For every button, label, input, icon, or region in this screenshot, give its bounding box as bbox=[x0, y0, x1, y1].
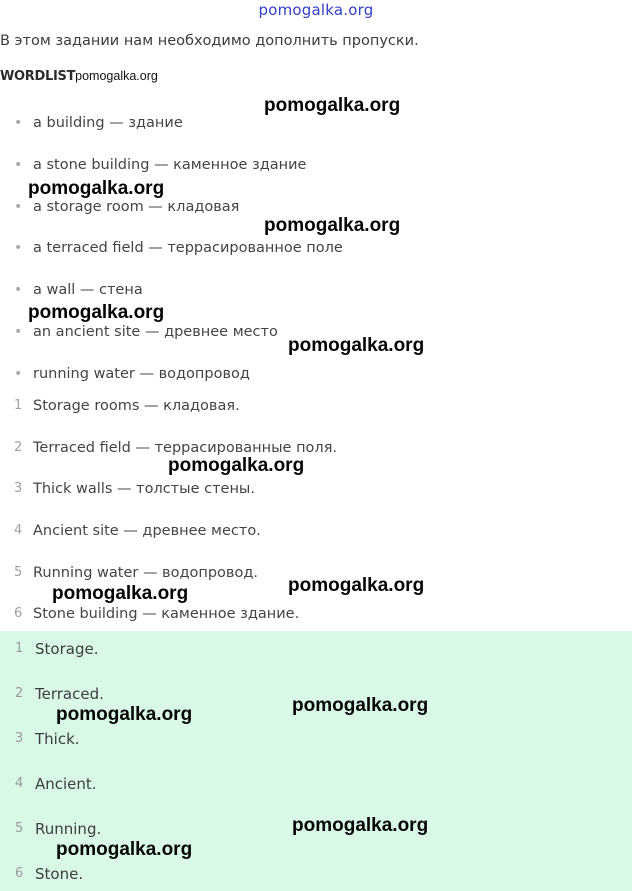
item-number: 5 bbox=[14, 565, 23, 580]
translation-text: Ancient site — древнее место. bbox=[33, 523, 261, 539]
translation-text: Thick walls — толстые стены. bbox=[33, 481, 255, 497]
item-number: 2 bbox=[15, 686, 24, 701]
watermark: pomogalka.org bbox=[52, 583, 189, 604]
vocab-text: a terraced field — террасированное поле bbox=[33, 240, 343, 256]
intro-text: В этом задании нам необходимо дополнить пропуски. bbox=[0, 33, 419, 49]
watermark: pomogalka.org bbox=[168, 455, 305, 476]
item-number: 4 bbox=[14, 523, 23, 538]
vocab-text: a stone building — каменное здание bbox=[33, 157, 307, 173]
top-watermark: pomogalka.org bbox=[258, 1, 374, 19]
item-number: 5 bbox=[15, 821, 24, 836]
answer-text: Stone. bbox=[35, 865, 84, 883]
item-number: 3 bbox=[14, 481, 23, 496]
translation-text: Storage rooms — кладовая. bbox=[33, 398, 240, 414]
bullet: • bbox=[14, 282, 23, 298]
answer-text: Thick. bbox=[35, 730, 80, 748]
watermark: pomogalka.org bbox=[288, 335, 425, 356]
bullet: • bbox=[14, 199, 23, 215]
item-number: 3 bbox=[15, 731, 24, 746]
wordlist-watermark: pomogalka.org bbox=[75, 69, 158, 83]
vocab-text: a wall — стена bbox=[33, 282, 143, 298]
answer-text: Terraced. bbox=[35, 685, 104, 703]
answer-text: Storage. bbox=[35, 640, 99, 658]
vocab-text: an ancient site — древнее место bbox=[33, 324, 278, 340]
bullet: • bbox=[14, 157, 23, 173]
bullet: • bbox=[14, 366, 23, 382]
bullet: • bbox=[14, 324, 23, 340]
translation-text: Terraced field — террасированные поля. bbox=[33, 440, 338, 456]
wordlist-label: WORDLIST bbox=[0, 69, 76, 84]
item-number: 1 bbox=[15, 641, 24, 656]
watermark: pomogalka.org bbox=[264, 95, 401, 116]
bullet: • bbox=[14, 115, 23, 131]
wordlist-heading bbox=[0, 65, 158, 84]
watermark: pomogalka.org bbox=[56, 839, 193, 860]
watermark: pomogalka.org bbox=[292, 815, 429, 836]
watermark: pomogalka.org bbox=[264, 215, 401, 236]
watermark: pomogalka.org bbox=[56, 704, 193, 725]
watermark: pomogalka.org bbox=[288, 575, 425, 596]
translation-text: Stone building — каменное здание. bbox=[33, 606, 300, 622]
vocab-text: a storage room — кладовая bbox=[33, 199, 240, 215]
translation-text: Running water — водопровод. bbox=[33, 565, 258, 581]
answer-text: Running. bbox=[35, 820, 102, 838]
item-number: 1 bbox=[14, 398, 23, 413]
item-number: 6 bbox=[14, 606, 23, 621]
watermark: pomogalka.org bbox=[292, 695, 429, 716]
item-number: 6 bbox=[15, 866, 24, 881]
watermark: pomogalka.org bbox=[28, 302, 165, 323]
vocab-text: running water — водопровод bbox=[33, 366, 250, 382]
item-number: 2 bbox=[14, 440, 23, 455]
vocab-text: a building — здание bbox=[33, 115, 183, 131]
bullet: • bbox=[14, 240, 23, 256]
watermark: pomogalka.org bbox=[28, 178, 165, 199]
answer-text: Ancient. bbox=[35, 775, 97, 793]
item-number: 4 bbox=[15, 776, 24, 791]
